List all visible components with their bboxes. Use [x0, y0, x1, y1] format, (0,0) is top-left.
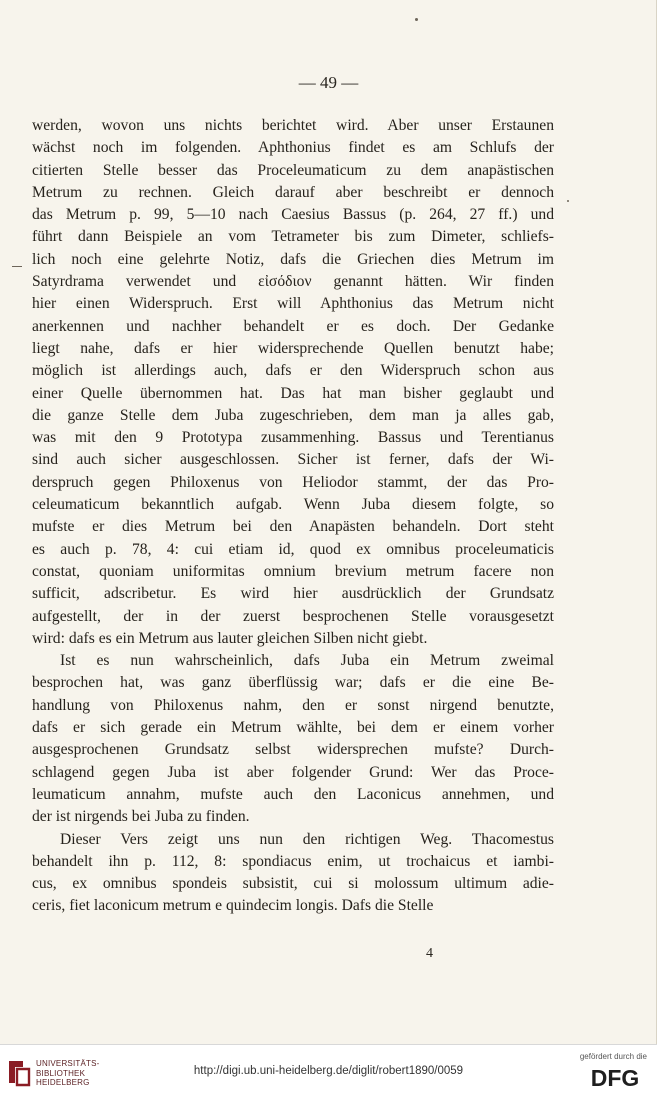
- viewer-footer: [0, 1044, 657, 1098]
- body-text: [32, 115, 554, 918]
- text-line: ausgesprochenen Grundsatz selbst widersprechen mufste? Durch-: [32, 741, 554, 759]
- page-number: — 49 —: [298, 73, 359, 92]
- text-line: dafs er sich gerade ein Metrum wählte, bei dem er einem vorher: [32, 719, 554, 737]
- text-line: Dieser Vers zeigt uns nun den richtigen Weg. Thacomestus: [60, 830, 554, 848]
- text-line: Metrum zu rechnen. Gleich darauf aber beschreibt er dennoch: [32, 183, 554, 201]
- dfg-logo-icon: [583, 1065, 647, 1089]
- text-line: citierten Stelle besser das Proceleumaticum zu dem anapästischen: [32, 161, 554, 179]
- text-line: der ist nirgends bei Juba zu finden.: [32, 808, 250, 826]
- text-line: einer Quelle übernommen hat. Das hat man bisher geglaubt und: [32, 384, 554, 402]
- text-line: cus, ex omnibus spondeis subsistit, cui si molossum ultimum adie-: [32, 875, 554, 893]
- library-name-line: BIBLIOTHEK: [36, 1068, 86, 1078]
- text-line: sufficit, adscribetur. Es wird hier ausdrücklich der Grundsatz: [32, 585, 554, 603]
- scan-speck: [415, 18, 418, 21]
- library-name-line: HEIDELBERG: [36, 1078, 90, 1087]
- text-line: ceris, fiet laconicum metrum e quindecim longis. Dafs die Stelle: [32, 897, 434, 915]
- text-line: lich noch eine gelehrte Notiz, dafs die Griechen dies Metrum im: [32, 250, 554, 268]
- text-line: mufste er dies Metrum bei den Anapästen behandeln. Dort steht: [32, 518, 554, 536]
- text-line: wird: dafs es ein Metrum aus lauter gleichen Silben nicht giebt.: [32, 629, 428, 647]
- text-line: wächst noch im folgenden. Aphthonius findet es am Schlufs der: [32, 139, 554, 157]
- text-line: hier einen Widerspruch. Erst will Aphthonius das Metrum nicht: [32, 295, 554, 313]
- funder-caption: gefördert durch die: [579, 1052, 647, 1061]
- text-line: die ganze Stelle dem Juba zugeschrieben, dem man ja alles gab,: [32, 406, 554, 424]
- text-line: anerkennen und nachher behandelt er es doch. Der Gedanke: [32, 317, 554, 335]
- text-line: celeumaticum bekanntlich aufgab. Wenn Juba diesem folgte, so: [32, 496, 554, 514]
- text-line: es auch p. 78, 4: cui etiam id, quod ex omnibus proceleumaticis: [32, 540, 554, 558]
- scan-speck: [567, 200, 569, 202]
- text-line: behandelt ihn p. 112, 8: spondiacus enim, ut trochaicus et iambi-: [32, 852, 554, 870]
- text-line: leumaticum annahm, mufste auch den Laconicus annehmen, und: [32, 785, 554, 803]
- text-line: möglich ist allerdings auch, dafs er den Widerspruch schon aus: [32, 362, 554, 380]
- text-line: Satyrdrama verwendet und εἰσόδιον genannt hätten. Wir finden: [32, 273, 554, 291]
- text-line: derspruch gegen Philoxenus von Heliodor stammt, der das Pro-: [32, 473, 554, 491]
- text-line: werden, wovon uns nichts berichtet wird. Aber unser Erstaunen: [32, 117, 554, 134]
- text-line: handlung von Philoxenus nahm, den er sonst nirgend benutzte,: [32, 696, 554, 714]
- text-line: schlagend gegen Juba ist aber folgender Grund: Wer das Proce-: [32, 763, 554, 781]
- dfg-logo-text: DFG: [590, 1065, 640, 1089]
- text-line: führt dann Beispiele an vom Tetrameter bis zum Dimeter, schliefs-: [32, 228, 554, 246]
- signature-mark: 4: [426, 946, 433, 961]
- text-line: constat, quoniam uniformitas omnium brevium metrum facere non: [32, 562, 554, 580]
- library-name-line: UNIVERSITÄTS-: [36, 1059, 100, 1068]
- text-line: sind auch sicher ausgeschlossen. Sicher ist ferner, dafs der Wi-: [32, 451, 554, 469]
- text-line: besprochen hat, was ganz überflüssig war; dafs er die eine Be-: [32, 674, 554, 692]
- permalink-url[interactable]: http://digi.ub.uni-heidelberg.de/diglit/robert1890/0059: [193, 1065, 464, 1077]
- scan-speck: [12, 266, 22, 267]
- text-line: das Metrum p. 99, 5—10 nach Caesius Bassus (p. 264, 27 ff.) und: [32, 206, 554, 224]
- text-line: was mit den 9 Prototypa zusammenhing. Bassus und Terentianus: [32, 429, 554, 447]
- text-line: aufgestellt, der in der zuerst besprochenen Stelle vorausgesetzt: [32, 607, 554, 625]
- text-line: Ist es nun wahrscheinlich, dafs Juba ein Metrum zweimal: [60, 652, 554, 670]
- text-line: liegt nahe, dafs er hier widersprechende Quellen benutzt habe;: [32, 339, 554, 357]
